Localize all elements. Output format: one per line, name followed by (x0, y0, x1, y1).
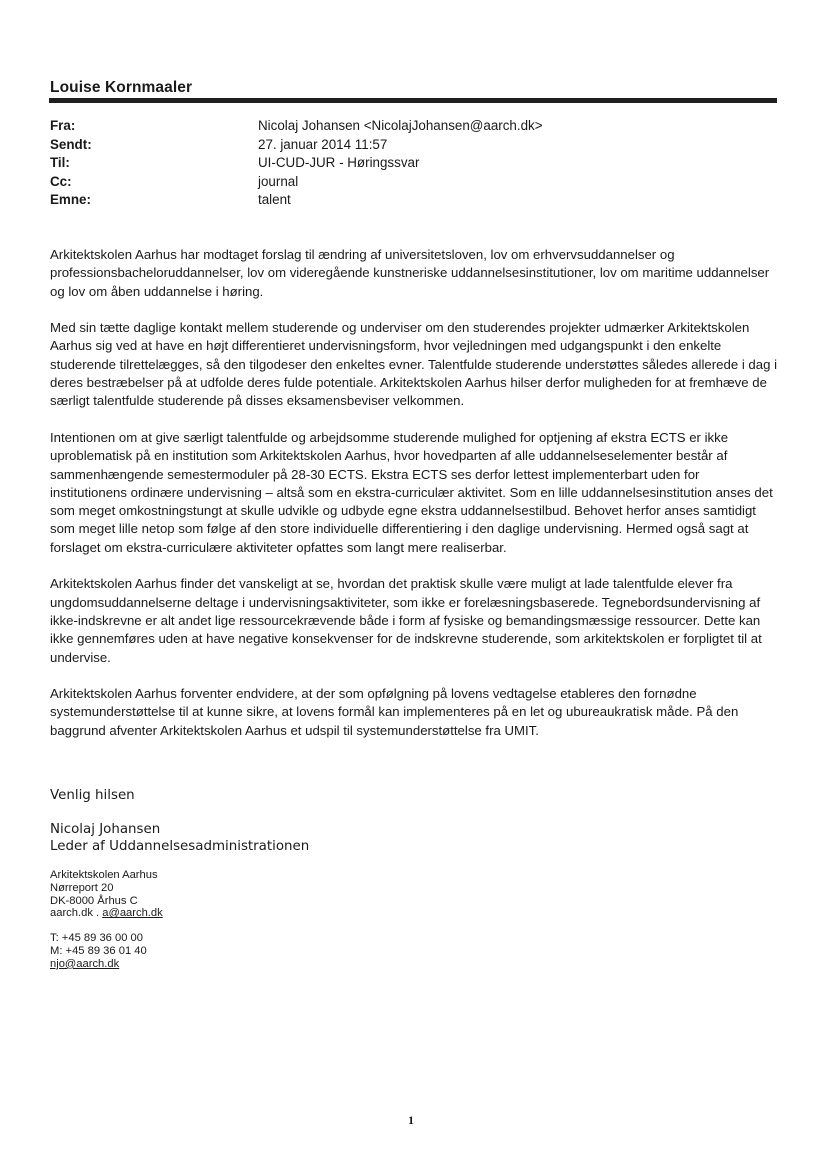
signature-web: aarch.dk . (50, 907, 103, 920)
to-label: Til: (50, 155, 70, 170)
sent-value: 27. januar 2014 11:57 (258, 136, 388, 152)
body-paragraph: Med sin tætte daglige kontakt mellem studerende og underviser om den studerendes projekter udmærker Arkitektskolen Aarhus sig ved at have en højt differentieret undervisningsform, hvor vejledningen med udgangspunkt i den enkelte studerende tilrettelægges, så den tilgodeser den enkeltes evner. Talentfulde studerende understøttes således allerede i dag i deres bestræbelser på at udfolde deres fulde potentiale. Arkitektskolen Aarhus hilser derfor muligheden for at fremhæve de særligt talentfulde studerende på disses eksamensbeviser velkommen. (50, 320, 778, 409)
signature-mobile: M: +45 89 36 01 40 (50, 944, 147, 957)
signature-web-line (50, 907, 163, 920)
subject-value: talent (258, 192, 291, 207)
cc-label: Cc: (50, 173, 72, 189)
signer-name: Nicolaj Johansen (50, 822, 161, 837)
signature-email-link[interactable]: njo@aarch.dk (50, 957, 120, 970)
signature-city: DK-8000 Århus C (50, 894, 138, 907)
body-paragraph: Intentionen om at give særligt talentfulde og arbejdsomme studerende mulighed for optjening af ekstra ECTS er ikke uproblematisk på en institution som Arkitektskolen Aarhus, hvor hovedparten af alle uddannelseselementer består af sammenhængende semestermoduler på 28-30 ECTS. Ekstra ECTS ses derfor lettest implementerbart uden for institutionens ordinære undervisning – altså som en ekstra-curriculær aktivitet. Som en lille uddannelsesinstitution anses det som meget omkostningstungt at skulle udvikle og udbyde egne ekstra uddannelsestilbud. Behovet herfor anses samtidigt som meget lille netop som følge af den store individuelle differentiering i den daglige undervisning. Hermed også sagt at forslaget om ekstra-curriculære aktiviteter opfattes som langt mere realiserbar. (50, 429, 773, 555)
body-paragraph: Arkitektskolen Aarhus forventer endvidere, at der som opfølgning på lovens vedtagelse etableres den fornødne systemunderstøttelse til at kunne sikre, at lovens formål kan implementeres på en let og ubureaukratisk måde. På den baggrund afventer Arkitektskolen Aarhus et udspil til systemunderstøttelse fra UMIT. (50, 686, 739, 738)
from-value: Nicolaj Johansen <NicolajJohansen@aarch.dk> (258, 118, 543, 133)
closing-greeting: Venlig hilsen (50, 788, 135, 803)
signature-spacer (50, 920, 163, 932)
signature-web-email-link[interactable]: a@aarch.dk (102, 907, 163, 920)
signer-title: Leder af Uddannelsesadministrationen (50, 839, 310, 854)
body-paragraph: Arkitektskolen Aarhus har modtaget forslag til ændring af universitetsloven, lov om erhvervsuddannelser og professionsbacheloruddannelser, lov om videregående kunstneriske uddannelsesinstitutioner, lov om maritime uddannelser og lov om åben uddannelse i høring. (50, 247, 770, 299)
sent-label: Sendt: (50, 136, 92, 152)
subject-label: Emne: (50, 192, 91, 207)
body-paragraph: Arkitektskolen Aarhus finder det vanskeligt at se, hvordan det praktisk skulle være muligt at lade talentfulde elever fra ungdomsuddannelserne deltage i undervisningsaktiviteter, som ikke er forelæsningsbaserede. Tegnebordsundervisning af ikke-indskrevne er alt andet lige ressourcekrævende både i form af fysiske og bemandingsmæssige ressourcer. Dette kan ikke gennemføres uden at have negative konsekvenser for de indskrevne studerende, som arkitektskolen er forpligtet til at undervise. (50, 576, 762, 665)
signature-org: Arkitektskolen Aarhus (50, 869, 158, 881)
page-number: 1 (408, 1113, 414, 1127)
to-value: UI-CUD-JUR - Høringssvar (258, 155, 420, 170)
signature-phone: T: +45 89 36 00 00 (50, 932, 143, 945)
email-body (50, 246, 780, 758)
cc-value: journal (258, 173, 299, 189)
signature-block (50, 869, 163, 971)
sender-name: Louise Kornmaaler (50, 79, 193, 96)
signature-street: Nørreport 20 (50, 881, 114, 894)
header-divider (49, 98, 777, 103)
from-label: Fra: (50, 118, 76, 133)
